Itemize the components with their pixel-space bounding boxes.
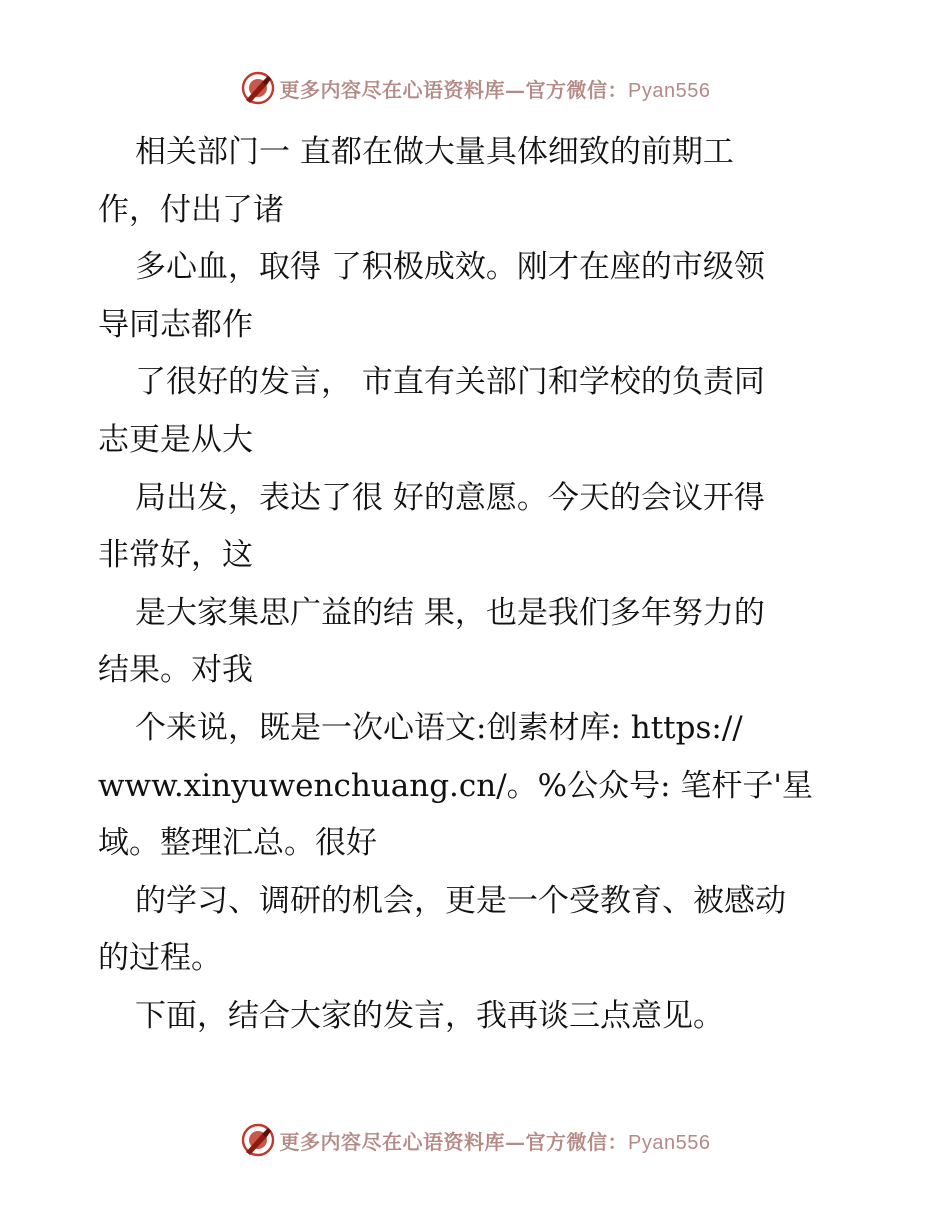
text-line: 非常好，这 [98,537,253,574]
text-line: 的过程。 [98,940,222,977]
text-line: 导同志都作 [98,306,253,343]
text-line: 了很好的发言， 市直有关部门和学校的负责同 [135,364,765,401]
footer-banner-text: 更多内容尽在心语资料库—官方微信：Pyan556 [279,1129,711,1154]
text-line: 是大家集思广益的结 果，也是我们多年努力的 [135,594,765,631]
header-banner [0,66,950,110]
paragraph [98,470,858,585]
paragraph [98,585,858,700]
document-body [98,124,858,1046]
pen-logo-icon [240,1122,276,1158]
text-line: 下面，结合大家的发言，我再谈三点意见。 [135,997,724,1034]
text-line: 局出发，表达了很 好的意愿。今天的会议开得 [135,479,765,516]
footer-wechat-id: Pyan556 [628,1131,711,1154]
header-banner-text: 更多内容尽在心语资料库—官方微信：Pyan556 [279,77,711,102]
text-line: 结果。对我 [98,652,253,689]
text-line: 志更是从大 [98,421,253,458]
text-line: 域。整理汇总。很好 [98,825,377,862]
text-line: 作，付出了诸 [98,191,284,228]
header-wechat-id: Pyan556 [628,79,711,102]
text-line: 相关部门一 直都在做大量具体细致的前期工 [135,134,734,170]
paragraph [98,700,858,873]
footer-banner [0,1118,950,1162]
pen-logo-icon [240,70,276,106]
paragraph [98,124,858,239]
text-line: 个来说，既是一次心语文:创素材库: https:// [135,709,743,746]
paragraph [98,239,858,354]
text-line: www.xinyuwenchuang.cn/。%公众号: 笔杆子'星 [98,767,813,804]
paragraph [98,873,858,988]
paragraph [98,354,858,469]
paragraph [98,988,858,1046]
text-line: 的学习、调研的机会，更是一个受教育、被感动 [135,882,786,919]
text-line: 多心血，取得 了积极成效。刚才在座的市级领 [135,249,765,286]
